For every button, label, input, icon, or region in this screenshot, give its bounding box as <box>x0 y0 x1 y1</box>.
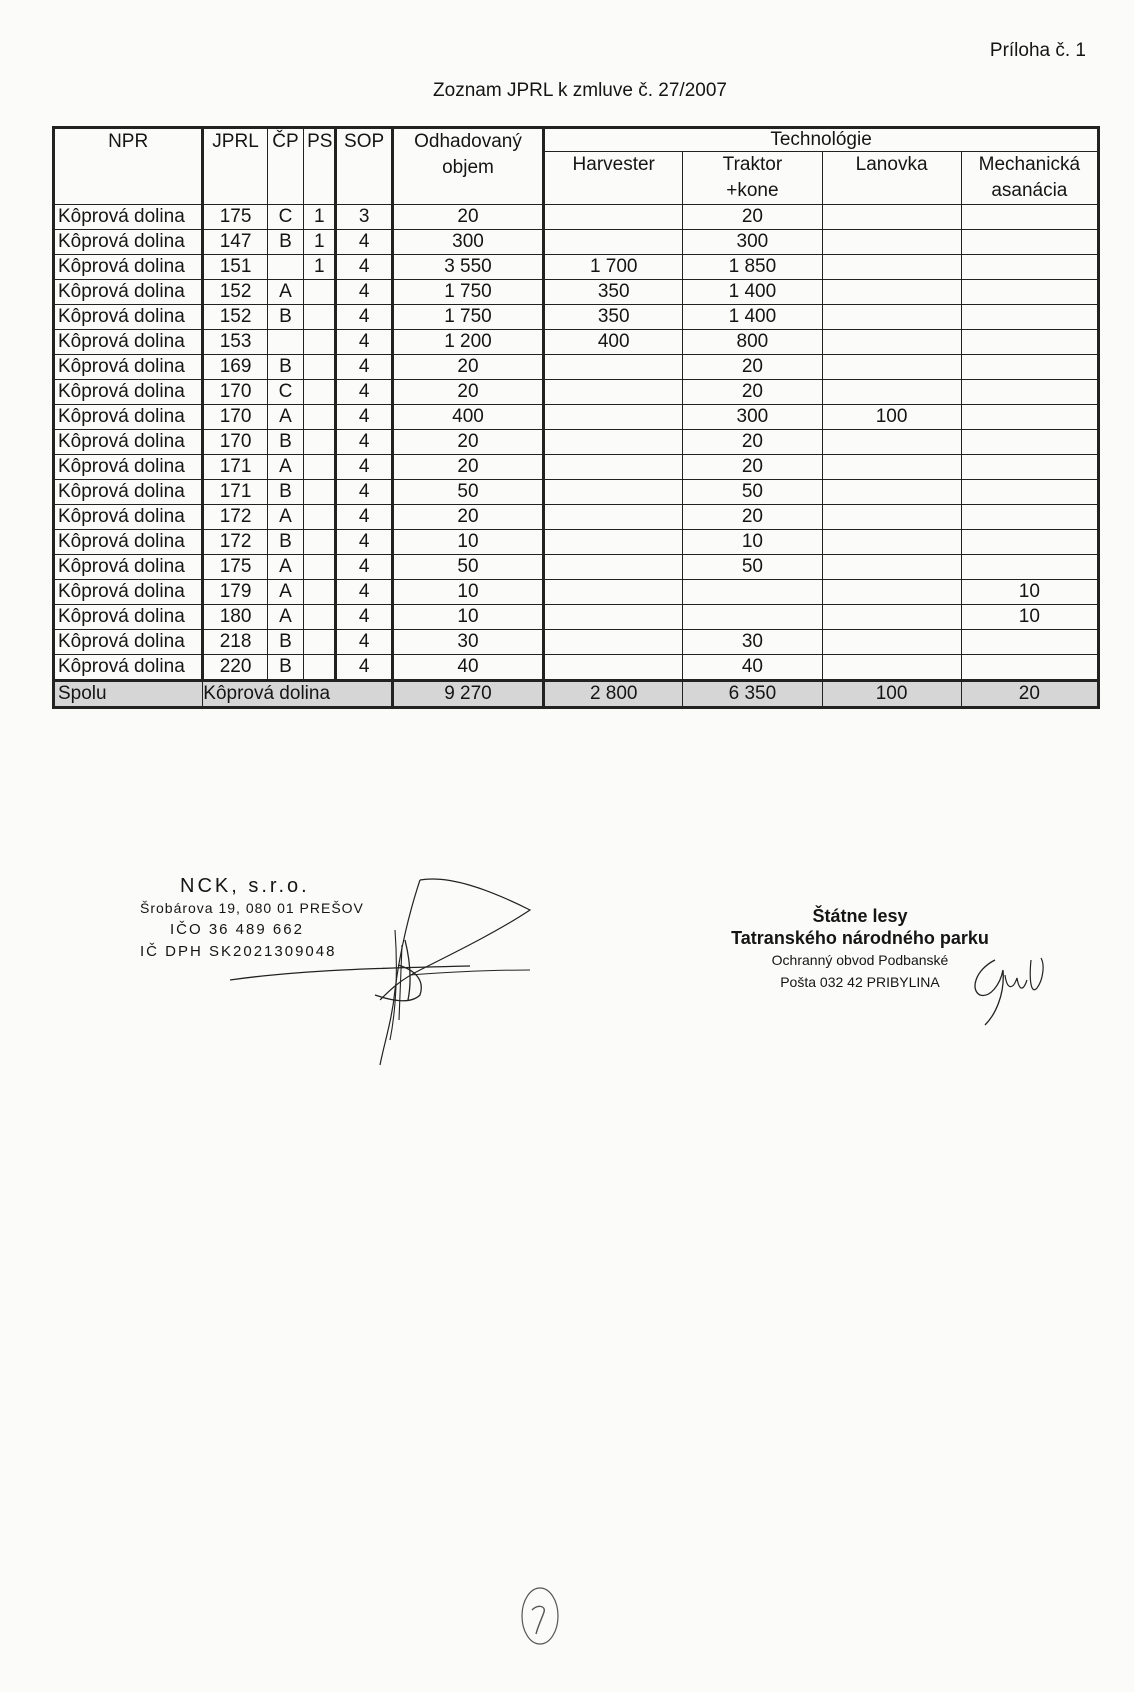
cell-ps <box>304 605 336 630</box>
cell-cp: B <box>267 305 303 330</box>
cell-cp: B <box>267 630 303 655</box>
cell-cp: B <box>267 530 303 555</box>
cell-cp: C <box>267 380 303 405</box>
cell-jprl: 171 <box>203 455 268 480</box>
cell-mech <box>961 630 1098 655</box>
cell-jprl: 180 <box>203 605 268 630</box>
cell-mech: 10 <box>961 605 1098 630</box>
cell-tractor <box>683 580 822 605</box>
cell-sop: 4 <box>336 655 392 681</box>
cell-volume: 20 <box>392 505 543 530</box>
cell-cable <box>822 605 961 630</box>
cell-sop: 3 <box>336 205 392 230</box>
cell-cable <box>822 455 961 480</box>
cell-sop: 4 <box>336 305 392 330</box>
cell-harvester: 400 <box>544 330 683 355</box>
cell-mech <box>961 555 1098 580</box>
cell-cp: A <box>267 505 303 530</box>
cell-volume: 20 <box>392 380 543 405</box>
total-mech: 20 <box>961 681 1098 708</box>
cell-harvester: 350 <box>544 280 683 305</box>
cell-npr: Kôprová dolina <box>54 255 203 280</box>
cell-npr: Kôprová dolina <box>54 580 203 605</box>
cell-harvester <box>544 605 683 630</box>
header-npr: NPR <box>54 128 203 205</box>
cell-npr: Kôprová dolina <box>54 430 203 455</box>
stamp-nck-line3: IČO 36 489 662 <box>170 921 304 938</box>
cell-tractor: 300 <box>683 405 822 430</box>
table-row <box>54 280 1099 305</box>
cell-npr: Kôprová dolina <box>54 230 203 255</box>
annex-label: Príloha č. 1 <box>989 40 1086 61</box>
cell-tractor: 50 <box>683 555 822 580</box>
cell-volume: 30 <box>392 630 543 655</box>
cell-npr: Kôprová dolina <box>54 605 203 630</box>
cell-volume: 10 <box>392 580 543 605</box>
cell-volume: 20 <box>392 455 543 480</box>
table-row <box>54 630 1099 655</box>
cell-volume: 400 <box>392 405 543 430</box>
cell-cable <box>822 380 961 405</box>
cell-harvester <box>544 355 683 380</box>
cell-jprl: 153 <box>203 330 268 355</box>
signature-left <box>220 870 560 1070</box>
cell-volume: 1 750 <box>392 305 543 330</box>
cell-mech: 10 <box>961 580 1098 605</box>
cell-cable <box>822 430 961 455</box>
cell-mech <box>961 405 1098 430</box>
cell-volume: 1 200 <box>392 330 543 355</box>
table-row <box>54 305 1099 330</box>
cell-jprl: 218 <box>203 630 268 655</box>
header-volume <box>392 128 543 205</box>
cell-ps <box>304 280 336 305</box>
cell-mech <box>961 205 1098 230</box>
cell-sop: 4 <box>336 330 392 355</box>
cell-sop: 4 <box>336 455 392 480</box>
cell-ps <box>304 580 336 605</box>
cell-ps <box>304 405 336 430</box>
cell-sop: 4 <box>336 280 392 305</box>
header-mech-line2: asanácia <box>991 180 1068 201</box>
cell-sop: 4 <box>336 405 392 430</box>
cell-npr: Kôprová dolina <box>54 280 203 305</box>
cell-jprl: 220 <box>203 655 268 681</box>
cell-harvester: 350 <box>544 305 683 330</box>
page-number-mark <box>510 1580 570 1650</box>
cell-jprl: 152 <box>203 305 268 330</box>
cell-npr: Kôprová dolina <box>54 555 203 580</box>
table-row <box>54 530 1099 555</box>
stamp-sl-line1: Štátne lesy <box>812 906 908 926</box>
cell-harvester <box>544 230 683 255</box>
table-row <box>54 230 1099 255</box>
cell-jprl: 175 <box>203 205 268 230</box>
cell-jprl: 151 <box>203 255 268 280</box>
cell-harvester <box>544 505 683 530</box>
cell-jprl: 147 <box>203 230 268 255</box>
cell-cable <box>822 555 961 580</box>
table-row <box>54 255 1099 280</box>
table-row <box>54 455 1099 480</box>
header-jprl: JPRL <box>203 128 268 205</box>
cell-tractor: 1 850 <box>683 255 822 280</box>
cell-tractor: 20 <box>683 505 822 530</box>
cell-tractor: 40 <box>683 655 822 681</box>
cell-mech <box>961 255 1098 280</box>
cell-npr: Kôprová dolina <box>54 355 203 380</box>
cell-npr: Kôprová dolina <box>54 530 203 555</box>
cell-jprl: 169 <box>203 355 268 380</box>
cell-cable <box>822 530 961 555</box>
header-cable: Lanovka <box>822 152 961 205</box>
table-row <box>54 355 1099 380</box>
jprl-table <box>52 126 1100 709</box>
cell-tractor: 30 <box>683 630 822 655</box>
cell-tractor <box>683 605 822 630</box>
cell-cable <box>822 630 961 655</box>
header-tractor-line2: +kone <box>726 180 779 201</box>
stamp-sl-tanap <box>720 905 1000 993</box>
cell-mech <box>961 505 1098 530</box>
cell-volume: 300 <box>392 230 543 255</box>
cell-sop: 4 <box>336 355 392 380</box>
cell-jprl: 171 <box>203 480 268 505</box>
cell-jprl: 172 <box>203 505 268 530</box>
table-row <box>54 555 1099 580</box>
cell-cable <box>822 355 961 380</box>
stamp-nck-line2: Šrobárova 19, 080 01 PREŠOV <box>140 900 364 916</box>
cell-sop: 4 <box>336 480 392 505</box>
cell-cp: C <box>267 205 303 230</box>
table-row <box>54 580 1099 605</box>
cell-tractor: 1 400 <box>683 305 822 330</box>
header-ps: PS <box>304 128 336 205</box>
cell-harvester <box>544 530 683 555</box>
cell-sop: 4 <box>336 530 392 555</box>
cell-mech <box>961 280 1098 305</box>
cell-harvester <box>544 630 683 655</box>
table-row <box>54 505 1099 530</box>
cell-mech <box>961 380 1098 405</box>
cell-volume: 50 <box>392 480 543 505</box>
cell-npr: Kôprová dolina <box>54 305 203 330</box>
total-volume: 9 270 <box>392 681 543 708</box>
cell-volume: 50 <box>392 555 543 580</box>
cell-mech <box>961 355 1098 380</box>
header-tractor-line1: Traktor <box>722 154 783 175</box>
cell-tractor: 20 <box>683 355 822 380</box>
table-row <box>54 605 1099 630</box>
cell-jprl: 179 <box>203 580 268 605</box>
cell-mech <box>961 430 1098 455</box>
cell-volume: 20 <box>392 205 543 230</box>
cell-mech <box>961 530 1098 555</box>
cell-cable <box>822 205 961 230</box>
table-row <box>54 480 1099 505</box>
header-volume-line1: Odhadovaný <box>414 131 522 152</box>
cell-sop: 4 <box>336 605 392 630</box>
table-row <box>54 330 1099 355</box>
cell-tractor: 50 <box>683 480 822 505</box>
cell-jprl: 152 <box>203 280 268 305</box>
cell-cp: A <box>267 405 303 430</box>
total-tractor: 6 350 <box>683 681 822 708</box>
cell-sop: 4 <box>336 230 392 255</box>
cell-sop: 4 <box>336 505 392 530</box>
stamp-sl-line4: Pošta 032 42 PRIBYLINA <box>780 974 940 990</box>
cell-ps <box>304 380 336 405</box>
cell-cable <box>822 305 961 330</box>
cell-npr: Kôprová dolina <box>54 330 203 355</box>
cell-mech <box>961 455 1098 480</box>
cell-tractor: 300 <box>683 230 822 255</box>
cell-ps <box>304 355 336 380</box>
cell-cp: B <box>267 230 303 255</box>
cell-ps <box>304 480 336 505</box>
cell-cable <box>822 580 961 605</box>
cell-sop: 4 <box>336 380 392 405</box>
total-npr: Kôprová dolina <box>203 681 393 708</box>
cell-cp <box>267 330 303 355</box>
cell-volume: 20 <box>392 355 543 380</box>
cell-ps <box>304 430 336 455</box>
cell-ps: 1 <box>304 205 336 230</box>
cell-jprl: 170 <box>203 405 268 430</box>
cell-cable <box>822 505 961 530</box>
cell-mech <box>961 330 1098 355</box>
cell-npr: Kôprová dolina <box>54 380 203 405</box>
cell-ps <box>304 555 336 580</box>
cell-harvester <box>544 430 683 455</box>
header-technologies: Technológie <box>544 128 1099 152</box>
cell-harvester <box>544 380 683 405</box>
table-row <box>54 380 1099 405</box>
header-cp: ČP <box>267 128 303 205</box>
cell-cp: B <box>267 430 303 455</box>
stamp-nck-line1: NCK, s.r.o. <box>180 875 310 897</box>
cell-npr: Kôprová dolina <box>54 455 203 480</box>
cell-npr: Kôprová dolina <box>54 480 203 505</box>
cell-harvester <box>544 405 683 430</box>
cell-sop: 4 <box>336 430 392 455</box>
header-mech-line1: Mechanická <box>978 154 1081 175</box>
cell-ps <box>304 505 336 530</box>
cell-harvester <box>544 455 683 480</box>
header-volume-line2: objem <box>442 157 494 178</box>
cell-jprl: 175 <box>203 555 268 580</box>
cell-tractor: 800 <box>683 330 822 355</box>
cell-cp <box>267 255 303 280</box>
total-row <box>54 681 1099 708</box>
cell-cp: B <box>267 655 303 681</box>
header-harvester: Harvester <box>544 152 683 205</box>
header-mech <box>961 152 1098 205</box>
cell-mech <box>961 655 1098 681</box>
cell-cable <box>822 280 961 305</box>
cell-ps <box>304 630 336 655</box>
cell-mech <box>961 305 1098 330</box>
table-row <box>54 430 1099 455</box>
cell-npr: Kôprová dolina <box>54 655 203 681</box>
cell-ps <box>304 330 336 355</box>
cell-cable: 100 <box>822 405 961 430</box>
cell-sop: 4 <box>336 630 392 655</box>
cell-tractor: 1 400 <box>683 280 822 305</box>
table-header-row-1 <box>54 128 1099 152</box>
table-row <box>54 655 1099 681</box>
cell-cable <box>822 480 961 505</box>
cell-npr: Kôprová dolina <box>54 505 203 530</box>
stamp-nck-line4: IČ DPH SK2021309048 <box>140 943 337 960</box>
cell-cable <box>822 330 961 355</box>
total-label: Spolu <box>54 681 203 708</box>
total-harvester: 2 800 <box>544 681 683 708</box>
cell-cp: A <box>267 280 303 305</box>
document-title: Zoznam JPRL k zmluve č. 27/2007 <box>433 80 727 101</box>
cell-harvester <box>544 655 683 681</box>
cell-jprl: 170 <box>203 380 268 405</box>
cell-volume: 10 <box>392 605 543 630</box>
cell-volume: 40 <box>392 655 543 681</box>
header-sop: SOP <box>336 128 392 205</box>
cell-ps <box>304 655 336 681</box>
cell-volume: 1 750 <box>392 280 543 305</box>
cell-sop: 4 <box>336 255 392 280</box>
cell-tractor: 20 <box>683 205 822 230</box>
cell-npr: Kôprová dolina <box>54 405 203 430</box>
cell-cable <box>822 230 961 255</box>
cell-cp: B <box>267 355 303 380</box>
cell-cable <box>822 655 961 681</box>
stamp-sl-line3: Ochranný obvod Podbanské <box>771 952 949 968</box>
cell-tractor: 20 <box>683 455 822 480</box>
cell-sop: 4 <box>336 555 392 580</box>
cell-cp: A <box>267 455 303 480</box>
cell-volume: 10 <box>392 530 543 555</box>
cell-tractor: 10 <box>683 530 822 555</box>
cell-npr: Kôprová dolina <box>54 630 203 655</box>
cell-jprl: 172 <box>203 530 268 555</box>
cell-harvester <box>544 205 683 230</box>
table-row <box>54 405 1099 430</box>
cell-mech <box>961 230 1098 255</box>
cell-tractor: 20 <box>683 430 822 455</box>
cell-mech <box>961 480 1098 505</box>
cell-cp: A <box>267 580 303 605</box>
cell-ps: 1 <box>304 255 336 280</box>
cell-harvester <box>544 555 683 580</box>
header-tractor <box>683 152 822 205</box>
cell-jprl: 170 <box>203 430 268 455</box>
cell-cp: A <box>267 555 303 580</box>
cell-tractor: 20 <box>683 380 822 405</box>
cell-cp: B <box>267 480 303 505</box>
cell-npr: Kôprová dolina <box>54 205 203 230</box>
cell-volume: 3 550 <box>392 255 543 280</box>
stamp-sl-line2: Tatranského národného parku <box>731 928 989 948</box>
table-row <box>54 205 1099 230</box>
cell-ps <box>304 455 336 480</box>
cell-harvester <box>544 580 683 605</box>
cell-ps: 1 <box>304 230 336 255</box>
cell-ps <box>304 530 336 555</box>
cell-harvester: 1 700 <box>544 255 683 280</box>
signature-right <box>965 940 1065 1030</box>
cell-sop: 4 <box>336 580 392 605</box>
cell-harvester <box>544 480 683 505</box>
cell-cable <box>822 255 961 280</box>
cell-cp: A <box>267 605 303 630</box>
total-cable: 100 <box>822 681 961 708</box>
cell-ps <box>304 305 336 330</box>
cell-volume: 20 <box>392 430 543 455</box>
